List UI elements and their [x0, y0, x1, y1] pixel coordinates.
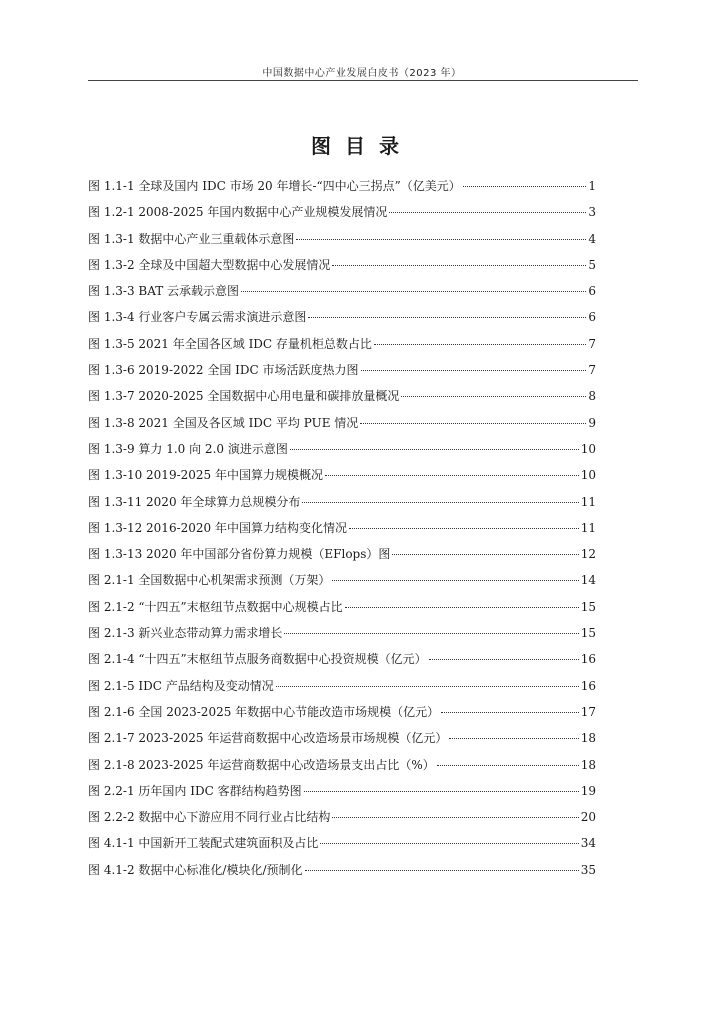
toc-entry[interactable] [88, 203, 596, 229]
toc-entry-page-number: 10 [580, 441, 596, 456]
toc-entry-label: 图 1.3-1 数据中心产业三重载体示意图 [88, 231, 295, 246]
toc-entry-page-number: 35 [580, 862, 596, 877]
toc-entry[interactable] [88, 230, 596, 256]
toc-entry-label: 图 1.3-12 2016-2020 年中国算力结构变化情况 [88, 520, 347, 535]
toc-entry-label: 图 1.3-13 2020 年中国部分省份算力规模（EFlops）图 [88, 547, 391, 562]
toc-dot-leader [332, 580, 578, 581]
toc-entry-page-number: 18 [580, 757, 596, 772]
toc-dot-leader [325, 475, 579, 476]
toc-entry[interactable] [88, 808, 596, 834]
toc-dot-leader [374, 344, 586, 345]
toc-entry-label: 图 1.3-9 算力 1.0 向 2.0 演进示意图 [88, 441, 288, 456]
toc-entry-label: 图 2.2-1 历年国内 IDC 客群结构趋势图 [88, 783, 302, 798]
toc-dot-leader [437, 765, 579, 766]
toc-entry-label: 图 4.1-1 中国新开工装配式建筑面积及占比 [88, 836, 319, 851]
toc-entry[interactable] [88, 624, 596, 650]
toc-dot-leader [241, 291, 586, 292]
toc-entry-page-number: 16 [580, 678, 596, 693]
toc-entry[interactable] [88, 414, 596, 440]
toc-dot-leader [463, 186, 587, 187]
toc-entry[interactable] [88, 782, 596, 808]
toc-entry[interactable] [88, 861, 596, 887]
toc-entry-page-number: 19 [580, 783, 596, 798]
toc-entry-page-number: 10 [580, 468, 596, 483]
toc-dot-leader [449, 738, 578, 739]
toc-entry-label: 图 4.1-2 数据中心标准化/模块化/预制化 [88, 862, 303, 877]
toc-entry-page-number: 11 [580, 494, 596, 509]
toc-entry[interactable] [88, 256, 596, 282]
toc-entry-label: 图 1.3-2 全球及中国超大型数据中心发展情况 [88, 257, 331, 272]
toc-entry-label: 图 1.3-7 2020-2025 全国数据中心用电量和碳排放量概况 [88, 389, 400, 404]
toc-entry-page-number: 12 [580, 547, 596, 562]
toc-entry[interactable] [88, 493, 596, 519]
toc-dot-leader [441, 712, 579, 713]
toc-entry[interactable] [88, 361, 596, 387]
toc-dot-leader [308, 317, 586, 318]
toc-entry-label: 图 1.3-11 2020 年全球算力总规模分布 [88, 494, 301, 509]
toc-entry[interactable] [88, 756, 596, 782]
toc-dot-leader [332, 817, 578, 818]
toc-dot-leader [296, 239, 586, 240]
toc-dot-leader [276, 686, 579, 687]
toc-entry-page-number: 17 [580, 704, 596, 719]
toc-entry-label: 图 1.3-6 2019-2022 全国 IDC 市场活跃度热力图 [88, 363, 359, 378]
toc-entry-page-number: 34 [580, 836, 596, 851]
toc-dot-leader [392, 554, 578, 555]
toc-entry-page-number: 8 [588, 389, 596, 404]
toc-entry[interactable] [88, 282, 596, 308]
page-title: 图目录 [311, 134, 413, 158]
toc-entry[interactable] [88, 545, 596, 571]
toc-dot-leader [345, 607, 579, 608]
toc-entry-label: 图 1.1-1 全球及国内 IDC 市场 20 年增长-“四中心三拐点”（亿美元） [88, 179, 461, 193]
toc-dot-leader [332, 265, 586, 266]
toc-dot-leader [284, 633, 578, 634]
toc-entry[interactable] [88, 703, 596, 729]
toc-dot-leader [302, 502, 578, 503]
toc-entry-label: 图 2.1-7 2023-2025 年运营商数据中心改造场景市场规模（亿元） [88, 731, 448, 746]
toc-dot-leader [361, 370, 587, 371]
toc-entry-label: 图 1.3-3 BAT 云承载示意图 [88, 284, 240, 299]
toc-entry[interactable] [88, 834, 596, 860]
toc-entry-page-number: 6 [588, 310, 596, 325]
toc-entry-page-number: 15 [580, 626, 596, 641]
toc-entry[interactable] [88, 519, 596, 545]
toc-entry-label: 图 2.1-4 “十四五”末枢纽节点服务商数据中心投资规模（亿元） [88, 652, 427, 667]
toc-entry[interactable] [88, 650, 596, 676]
toc-entry-page-number: 18 [580, 731, 596, 746]
toc-entry-label: 图 1.3-5 2021 年全国各区域 IDC 存量机柜总数占比 [88, 336, 372, 351]
toc-entry-page-number: 4 [588, 231, 596, 246]
toc-entry-page-number: 6 [588, 284, 596, 299]
toc-dot-leader [320, 843, 578, 844]
toc-entry[interactable] [88, 308, 596, 334]
toc-entry-label: 图 2.1-8 2023-2025 年运营商数据中心改造场景支出占比（%） [88, 757, 435, 772]
toc-entry-label: 图 2.2-2 数据中心下游应用不同行业占比结构 [88, 810, 331, 825]
toc-entry-page-number: 5 [588, 257, 596, 272]
toc-entry[interactable] [88, 387, 596, 413]
toc-entry-label: 图 1.3-4 行业客户专属云需求演进示意图 [88, 310, 307, 325]
toc-dot-leader [389, 212, 586, 213]
toc-dot-leader [429, 659, 579, 660]
toc-entry[interactable] [88, 177, 596, 203]
toc-entry-label: 图 1.2-1 2008-2025 年国内数据中心产业规模发展情况 [88, 205, 388, 220]
toc-entry-label: 图 2.1-2 “十四五”末枢纽节点数据中心规模占比 [88, 599, 343, 614]
toc-entry-label: 图 2.1-1 全国数据中心机架需求预测（万架） [88, 573, 331, 588]
toc-entry-page-number: 1 [588, 179, 596, 193]
toc-entry[interactable] [88, 598, 596, 624]
toc-entry-label: 图 1.3-8 2021 全国及各区域 IDC 平均 PUE 情况 [88, 415, 359, 430]
toc-entry-page-number: 15 [580, 599, 596, 614]
toc-dot-leader [290, 449, 579, 450]
toc-entry[interactable] [88, 571, 596, 597]
toc-dot-leader [349, 528, 579, 529]
figure-toc-list [88, 177, 596, 887]
toc-entry-page-number: 7 [588, 363, 596, 378]
toc-entry-page-number: 3 [588, 205, 596, 220]
toc-entry-label: 图 2.1-3 新兴业态带动算力需求增长 [88, 626, 283, 641]
toc-entry-page-number: 11 [580, 520, 596, 535]
toc-dot-leader [360, 423, 586, 424]
toc-entry-page-number: 14 [580, 573, 596, 588]
toc-entry-page-number: 16 [580, 652, 596, 667]
toc-entry[interactable] [88, 729, 596, 755]
running-header: 中国数据中心产业发展白皮书（2023 年） [262, 68, 462, 79]
toc-entry[interactable] [88, 466, 596, 492]
toc-entry-page-number: 9 [588, 415, 596, 430]
toc-entry-page-number: 20 [580, 810, 596, 825]
toc-entry-label: 图 1.3-10 2019-2025 年中国算力规模概况 [88, 468, 323, 483]
toc-entry-page-number: 7 [588, 336, 596, 351]
toc-dot-leader [401, 396, 586, 397]
header-rule [88, 80, 638, 81]
toc-dot-leader [305, 870, 579, 871]
toc-entry[interactable] [88, 440, 596, 466]
toc-entry-label: 图 2.1-6 全国 2023-2025 年数据中心节能改造市场规模（亿元） [88, 704, 440, 719]
toc-dot-leader [304, 791, 579, 792]
toc-entry[interactable] [88, 335, 596, 361]
toc-entry-label: 图 2.1-5 IDC 产品结构及变动情况 [88, 678, 274, 693]
toc-entry[interactable] [88, 677, 596, 703]
